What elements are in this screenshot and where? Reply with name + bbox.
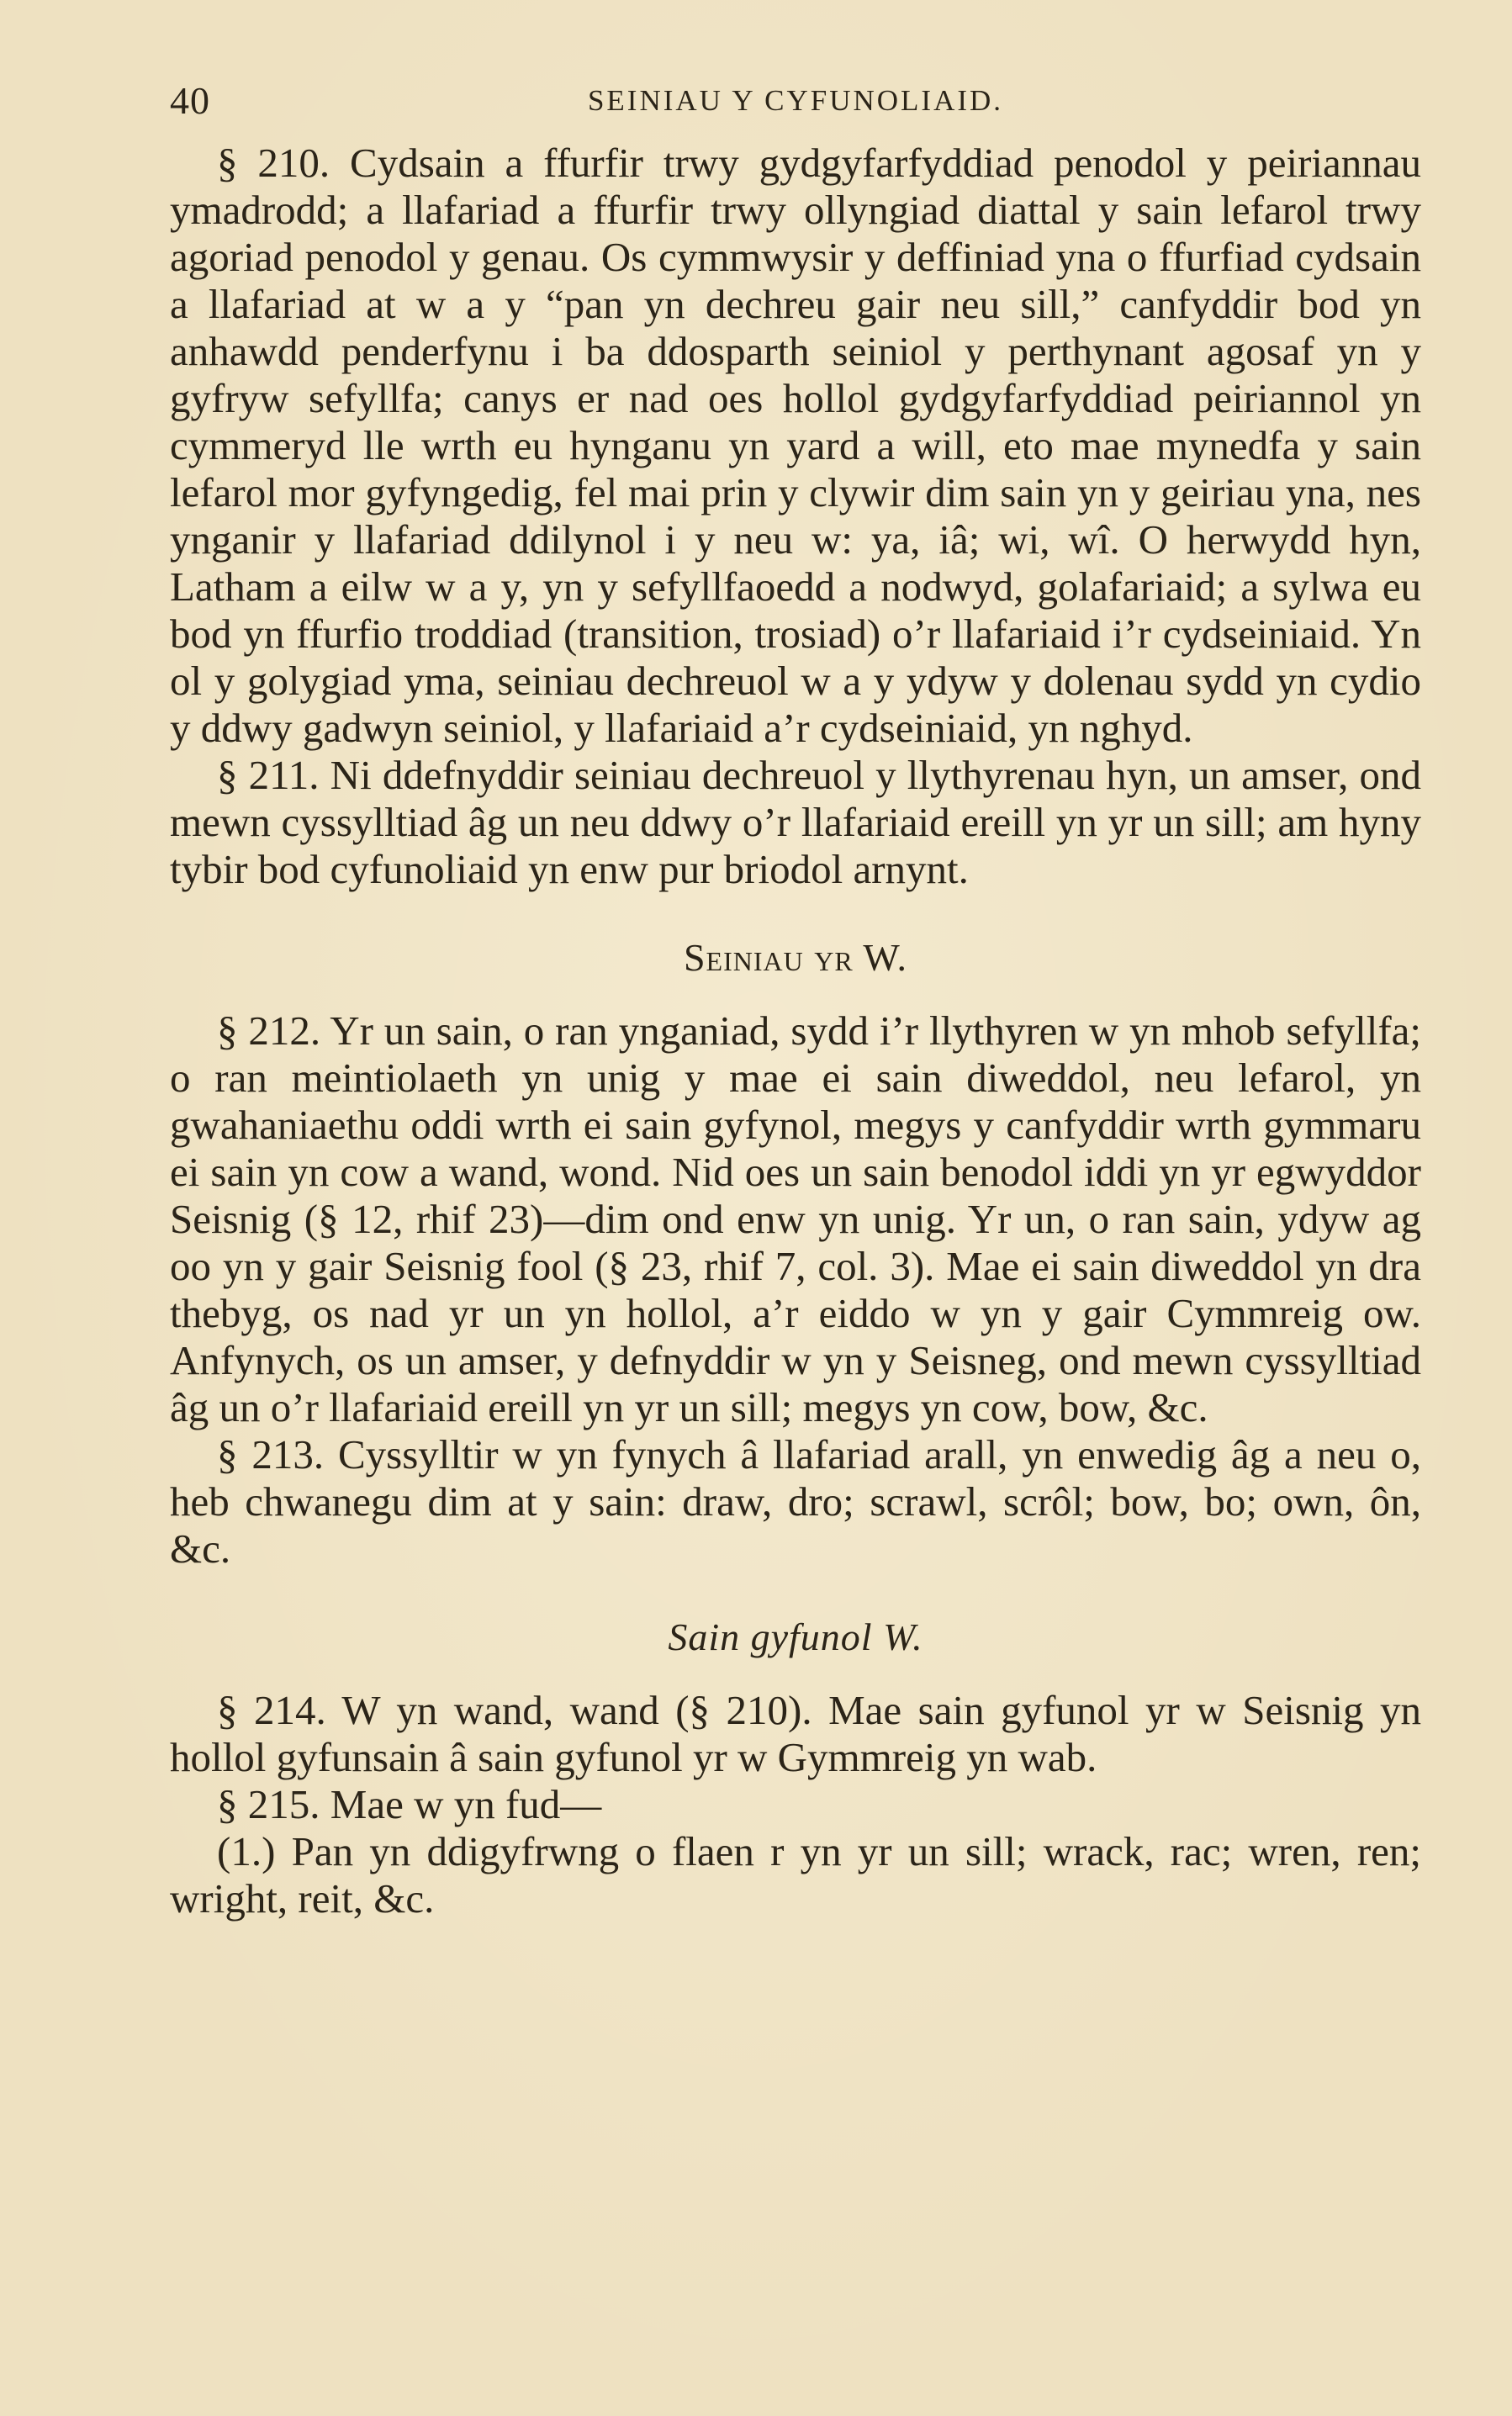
running-head (170, 69, 1421, 133)
paragraph-214: § 214. W yn wand, wand (§ 210). Mae sain gyfunol yr w Seisnig yn hollol gyfunsain â sain gyfunol yr w Gymmreig yn wab. (170, 1687, 1421, 1780)
section-heading-sain-gyfunol-w: Sain gyfunol W. (668, 1615, 923, 1658)
body-text (170, 140, 1421, 1922)
page-number: 40 (170, 79, 210, 122)
paragraph-215: § 215. Mae w yn fud— (217, 1781, 602, 1827)
paragraph-212: § 212. Yr un sain, o ran ynganiad, sydd i’r llythyren w yn mhob sefyllfa; o ran meintiolaeth yn unig y mae ei sain diweddol, neu lefarol, yn gwahaniaethu oddi wrth ei sain gyfynol, megys y canfyddir wrth gymmaru ei sain yn cow a wand, wond. Nid oes un sain benodol iddi yn yr egwyddor Seisnig (§ 12, rhif 23)—dim ond enw yn unig. Yr un, o ran sain, ydyw ag oo yn y gair Seisnig fool (§ 23, rhif 7, col. 3). Mae ei sain diweddol yn dra thebyg, os nad yr un yn hollol, a’r eiddo w yn y gair Cymmreig ow. Anfynych, os un amser, y defnyddir w yn y Seisneg, ond mewn cyssylltiad âg un o’r llafariaid ereill yn yr un sill; megys yn cow, bow, &c. (170, 1007, 1421, 1430)
section-heading-seiniau-yr-w: Seiniau yr W. (683, 936, 908, 979)
list-item-1: (1.) Pan yn ddigyfrwng o flaen r yn yr un sill; wrack, rac; wren, ren; wright, reit, &c. (170, 1828, 1421, 1922)
running-title: SEINIAU Y CYFUNOLIAID. (587, 84, 1004, 117)
paragraph-210: § 210. Cydsain a ffurfir trwy gydgyfarfyddiad penodol y peiriannau ymadrodd; a llafariad a ffurfir trwy ollyngiad diattal y sain lefarol trwy agoriad penodol y genau. Os cymmwysir y deffiniad yna o ffurfiad cydsain a llafariad at w a y “pan yn dechreu gair neu sill,” canfyddir bod yn anhawdd penderfynu i ba ddosparth seiniol y perthynant agosaf yn y gyfryw sefyllfa; canys er nad oes hollol gydgyfarfyddiad peiriannol yn cymmeryd lle wrth eu hynganu yn yard a will, eto mae mynedfa y sain lefarol mor gyfyngedig, fel mai prin y clywir dim sain yn y geiriau yna, nes ynganir y llafariad ddilynol i y neu w: ya, iâ; wi, wî. O herwydd hyn, Latham a eilw w a y, yn y sefyllfaoedd a nodwyd, golafariaid; a sylwa eu bod yn ffurfio troddiad (transition, trosiad) o’r llafariaid i’r cydseiniaid. Yn ol y golygiad yma, seiniau dechreuol w a y ydyw y dolenau sydd yn cydio y ddwy gadwyn seiniol, y llafariaid a’r cydseiniaid, yn nghyd. (170, 140, 1421, 751)
paragraph-213: § 213. Cyssylltir w yn fynych â llafariad arall, yn enwedig âg a neu o, heb chwanegu dim at y sain: draw, dro; scrawl, scrôl; bow, bo; own, ôn, &c. (170, 1431, 1421, 1572)
paragraph-211: § 211. Ni ddefnyddir seiniau dechreuol y llythyrenau hyn, un amser, ond mewn cyssylltiad âg un neu ddwy o’r llafariaid ereill yn yr un sill; am hyny tybir bod cyfunoliaid yn enw pur briodol arnynt. (170, 752, 1421, 892)
